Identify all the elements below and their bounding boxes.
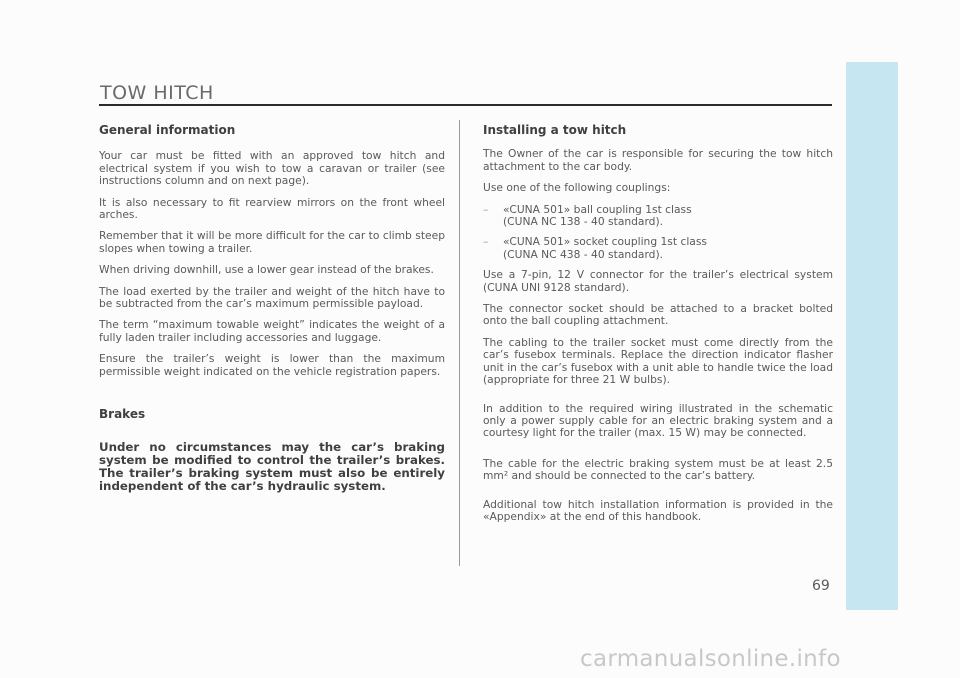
paragraph: The term “maximum towable weight” indicates the weight of a fully laden trailer including accessories and luggage. xyxy=(99,318,445,344)
paragraph: Use a 7-pin, 12 V connector for the trailer’s electrical system (CUNA UNI 9128 standard). xyxy=(483,268,833,294)
paragraph: Ensure the trailer’s weight is lower than the maximum permissible weight indicated on the vehicle registration papers. xyxy=(99,352,445,378)
paragraph: In addition to the required wiring illustrated in the schematic only a power supply cable for an electric braking system and a courtesy light for the trailer (max. 15 W) may be connected. xyxy=(483,401,833,440)
coupling-name: «CUNA 501» ball coupling 1st class xyxy=(503,202,692,216)
paragraph: The cabling to the trailer socket must come directly from the car’s fusebox terminals. Replace the direction indicator flasher unit in the car’s fusebox with a unit able to handle twice the load (appropriate for three 21 W bulbs). xyxy=(483,335,833,387)
coupling-item xyxy=(483,236,833,261)
paragraph: The cable for the electric braking system must be at least 2.5 mm² and should be connected to the car’s battery. xyxy=(483,456,833,483)
paragraph: Your car must be fitted with an approved tow hitch and electrical system if you wish to tow a caravan or trailer (see instructions column and on next page). xyxy=(99,149,445,188)
paragraph: Additional tow hitch installation information is provided in the «Appendix» at the end of this handbook. xyxy=(483,497,833,523)
page-number: 69 xyxy=(812,578,830,594)
dash-bullet: – xyxy=(483,235,489,249)
paragraph: The Owner of the car is responsible for securing the tow hitch attachment to the car body. xyxy=(483,147,833,173)
installing-heading: Installing a tow hitch xyxy=(483,123,627,137)
coupling-item xyxy=(483,204,833,229)
coupling-standard: (CUNA NC 138 - 40 standard). xyxy=(503,215,664,229)
title-rule xyxy=(99,104,832,106)
page-title: TOW HITCH xyxy=(100,82,214,104)
paragraph: The load exerted by the trailer and weight of the hitch have to be subtracted from the car’s maximum permissible payload. xyxy=(99,284,445,311)
paragraph: The connector socket should be attached to a bracket bolted onto the ball coupling attachment. xyxy=(483,302,833,328)
paragraph: Use one of the following couplings: xyxy=(483,181,671,195)
right-column xyxy=(483,124,833,532)
paragraph: It is also necessary to fit rearview mirrors on the front wheel arches. xyxy=(99,195,445,222)
paragraph: Remember that it will be more difficult for the car to climb steep slopes when towing a trailer. xyxy=(99,229,445,255)
dash-bullet: – xyxy=(483,202,489,216)
section-tab xyxy=(846,62,898,610)
left-column xyxy=(99,124,445,493)
watermark: carmanualsonline.info xyxy=(580,646,841,672)
brakes-heading: Brakes xyxy=(99,407,146,422)
coupling-standard: (CUNA NC 438 - 40 standard). xyxy=(503,247,664,261)
coupling-name: «CUNA 501» socket coupling 1st class xyxy=(503,235,707,249)
paragraph: When driving downhill, use a lower gear instead of the brakes. xyxy=(99,263,434,277)
general-information-heading: General information xyxy=(99,123,236,137)
brakes-warning: Under no circumstances may the car’s braking system be modified to control the trailer’s brakes. The trailer’s braking system must also be entirely independent of the car’s hydraulic system. xyxy=(99,439,445,493)
column-divider xyxy=(459,120,460,566)
